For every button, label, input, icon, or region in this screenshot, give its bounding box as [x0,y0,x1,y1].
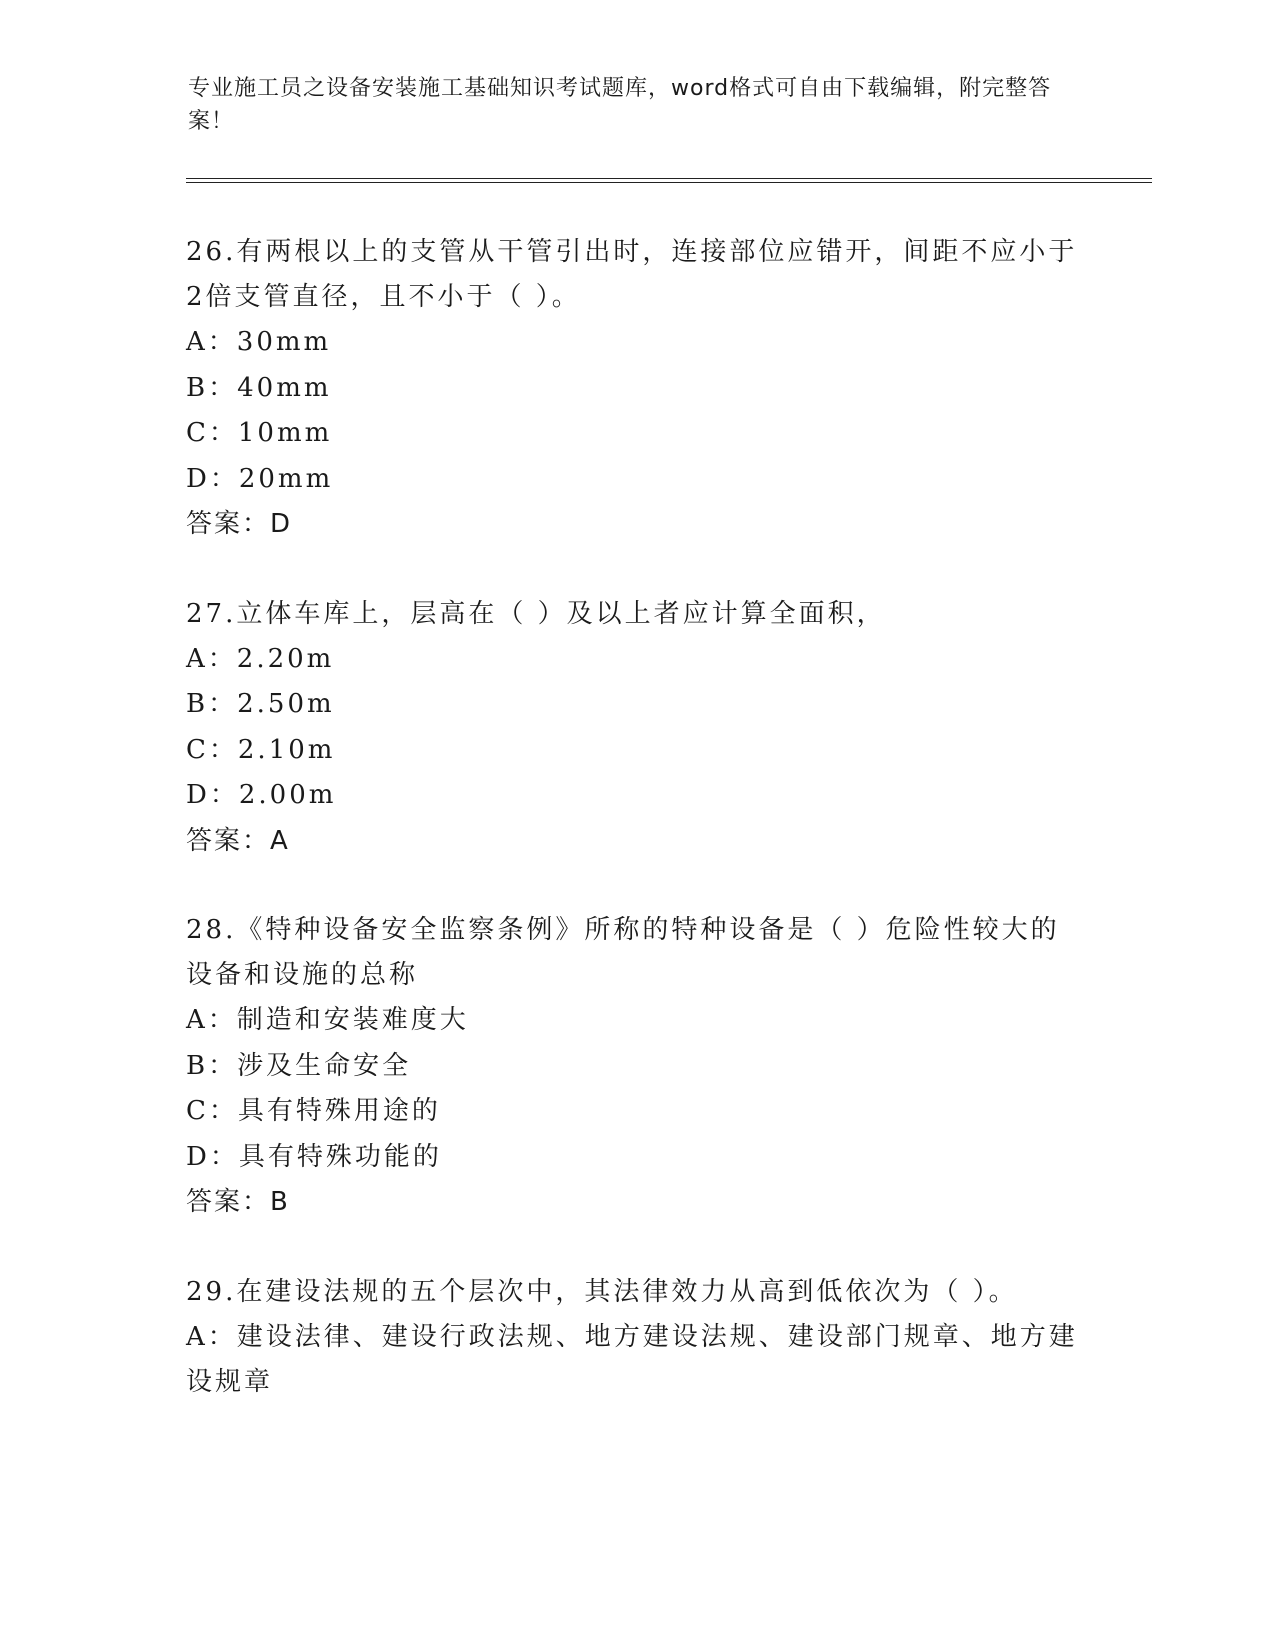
header-divider-bottom [186,182,1152,183]
option-b: B：40mm [186,372,332,403]
question-28 [186,908,1086,1226]
option-a: A：建设法律、建设行政法规、地方建设法规、建设部门规章、地方建设规章 [186,1321,1078,1397]
question-27 [186,592,1086,865]
question-29 [186,1270,1086,1406]
option-d: D：20mm [186,463,334,494]
question-stem: 29.在建设法规的五个层次中，其法律效力从高到低依次为（ ）。 [186,1276,1018,1307]
option-c: C：2.10m [186,734,336,765]
answer-line: 答案：A [186,825,290,856]
question-stem: 26.有两根以上的支管从干管引出时，连接部位应错开，间距不应小于2倍支管直径，且不小于（ ）。 [186,237,1078,312]
header-divider-top [186,178,1152,179]
answer-line: 答案：D [186,509,293,539]
option-a: A：2.20m [186,643,335,674]
option-d: D：具有特殊功能的 [186,1141,442,1172]
question-stem: 28.《特种设备安全监察条例》所称的特种设备是（ ）危险性较大的设备和设施的总称 [186,915,1060,990]
question-list [186,230,1086,1450]
document-header: 专业施工员之设备安装施工基础知识考试题库，word格式可自由下载编辑，附完整答案！ [188,76,1052,134]
option-b: B：2.50m [186,689,335,719]
option-a: A：制造和安装难度大 [186,1005,469,1035]
question-26 [186,230,1086,548]
option-c: C：具有特殊用途的 [186,1096,441,1126]
option-b: B：涉及生命安全 [186,1050,412,1081]
option-c: C：10mm [186,418,333,448]
option-a: A：30mm [186,327,332,357]
answer-line: 答案：B [186,1187,290,1217]
question-stem: 27.立体车库上，层高在（ ）及以上者应计算全面积， [186,598,886,629]
option-d: D：2.00m [186,780,337,810]
